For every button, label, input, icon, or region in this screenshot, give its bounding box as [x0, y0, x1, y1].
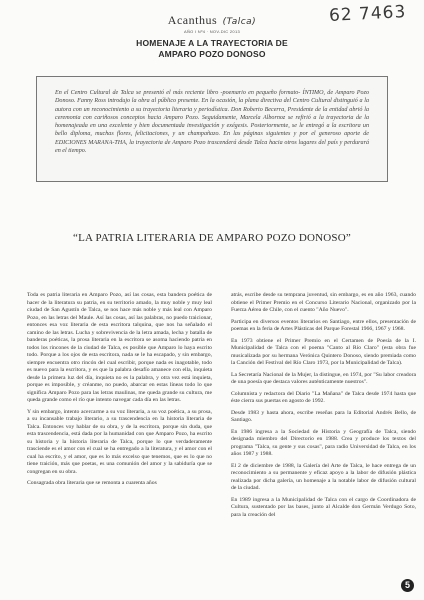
page-heading — [0, 38, 424, 60]
heading-line-2: AMPARO POZO DONOSO — [158, 49, 266, 59]
paragraph: Participa en diversos eventos literarios en Santiago, entre ellos, presentación de poemas en la feria de Artes Plásticas del Parque Forestal 1966, 1967 y 1968. — [231, 318, 416, 332]
issue-line: AÑO I Nº4 · NOV-DIC 2013 — [183, 29, 240, 34]
article-title: “LA PATRIA LITERARIA DE AMPARO POZO DONOSO” — [73, 232, 351, 244]
left-column — [27, 292, 212, 492]
intro-text: En el Centro Cultural de Talca se presentó el más reciente libro -poemario en pequeño formato- ÍNTIMO, de Amparo Pozo Donoso. Fanny Ross introdujo la obra al público presente. En la ocasión, la plana directiva del Centro Cultural distinguió a la autora con un reconocimiento a su trayectoria literaria y periodística. Don Roberto Becerra, Presidente de la entidad abrió la ceremonia con cariñosos conceptos hacia Amparo Pozo. Seguidamente, Marcela Albornoz se refirió a la trayectoria de la homenajeada en una excelente y bien documentada investigación y exégesis. Posteriormente, se le entregó a la escritora un bello diploma, muchas flores, felicitaciones, y un champañazo. En las páginas siguientes y por el generoso aporte de EDICIONES MARANA-THA, la trayectoria de Amparo Pozo trascenderá desde Talca hacia otros lugares del país y perdurará en el tiempo. — [55, 90, 369, 155]
paragraph: En 1989 ingresa a la Municipalidad de Talca con el cargo de Coordinadora de Cultura, sustentado por las bases, junto al Alcalde don Germán Verdugo Soto, para la creación del — [231, 496, 416, 518]
paragraph: Y sin embargo, intento acercarme a su voz literaria, a su voz poética, a su prosa, a su incansable trabajo literario, a su trascendencia en la historia literaria de Talca. Entonces voy hablar de su obra, y de la escritora, porque sin duda, que esta trascendencia, está dada por la humanidad con que Amparo Pozo, ha escrito su historia y la historia literaria de Talca, porque lo que verdaderamente trasciende es el amor con el cual se ha entregado a la literatura, y el amor con el cual ha escrito, y el amor, que es lo más excelso que tenemos, que es lo que no tiene traición, más que poetas, es una comunión del amor y la sabiduría que se congregan en su obra. — [27, 408, 212, 475]
heading-line-1: HOMENAJE A LA TRAYECTORIA DE — [136, 38, 288, 48]
paragraph: Desde 1983 y hasta ahora, escribe reseñas para la Editorial Andrés Bello, de Santiago. — [231, 409, 416, 423]
paragraph: En 1986 ingresa a la Sociedad de Historia y Geografía de Talca, siendo designada miembro del Directorio en 1988. Crea y produce los textos del programa "Talca, su gente y sus cosas", para radio Universidad de Talca, en los años 1987 y 1988. — [231, 428, 416, 457]
paragraph: Consagrada obra literaria que se remonta a cuarenta años — [27, 480, 157, 486]
page-number: 5 — [401, 579, 414, 592]
paragraph: Toda es patria literaria en Amparo Pozo, así las cosas, esta bandera poética de hacer de la literatura su patria, en su territorio amado, la muy noble y muy leal ciudad de San Agustín de Talca, se nos hace más noble y más leal con Amparo Pozo, en las letras del Maule. Así las cosas, así las palabras, no puedo traicionar, entonces esa voz literaria de esta escritora talquina, que nos ha señalado el camino de las letras. Lucha y sobrevivencia de la letra amada, lecha y batalla de banderas poéticas, la prosa literaria en la escritora se asoma haciendo patria en todos los rincones de la ciudad de Talca, es posible que Amparo lo haya escrito todo. Porque a los ojos de esta escritora, nada se le ha escapado, y sin embargo, siempre encuentra otro rincón del cual escribir, porque nada es inagotable, todo es nuevo para la escritora, y es que la palabra desafío amanece con ella, inquieta desde la primera luz del día, inquieta no es la palabra, y otra vez está inquieta, porque es imposible, y créanme, no puedo, abarcar en estas líneas todo lo que significa Amparo Pozo para las letras maulinas, me queda grande su cultura, me queda grande como el río que intento navegar cada día en las letras. — [27, 292, 212, 403]
right-column — [231, 292, 416, 523]
paragraph: En 1973 obtiene el Primer Premio en el Certamen de Poesía de la I. Municipalidad de Talca con el poema "Canto al Río Claro" (esta obra fue musicalizada por su hermana Verónica Quintero Donoso, siendo premiada como la Canción del Festival del Río Claro 1973, por la Municipalidad de Talca). — [231, 337, 416, 366]
paragraph: atrás, escribe desde su temprana juventud, sin embargo, es en año 1963, cuando obtiene el Primer Premio en el Concurso Literario Nacional, organizado por la Fuerza Aérea de Chile, con el cuento "Año Nuevo". — [231, 292, 416, 313]
paragraph: El 2 de diciembre de 1988, la Galería del Arte de Talca, le hace entrega de un reconocimiento a su permanente y eficaz apoyo a la labor de difusión plástica realizada por dicha galería, un homenaje a la notable labor de difusión cultural de la ciudad. — [231, 462, 416, 491]
paragraph: La Secretaría Nacional de la Mujer, la distingue, en 1974, por "Su labor creadora de una poesía que destaca valores auténticamente nuestros". — [231, 371, 416, 385]
magazine-name: Acanthus — [167, 13, 218, 27]
handwritten-note: (Talca) — [222, 17, 257, 27]
intro-box — [36, 76, 388, 182]
paragraph: Columnista y redactora del Diario "La Mañana" de Talca desde 1974 hasta que éste cierra sus puertas en agosto de 1992. — [231, 390, 416, 404]
handwritten-stamp: 62 7463 — [328, 1, 407, 27]
